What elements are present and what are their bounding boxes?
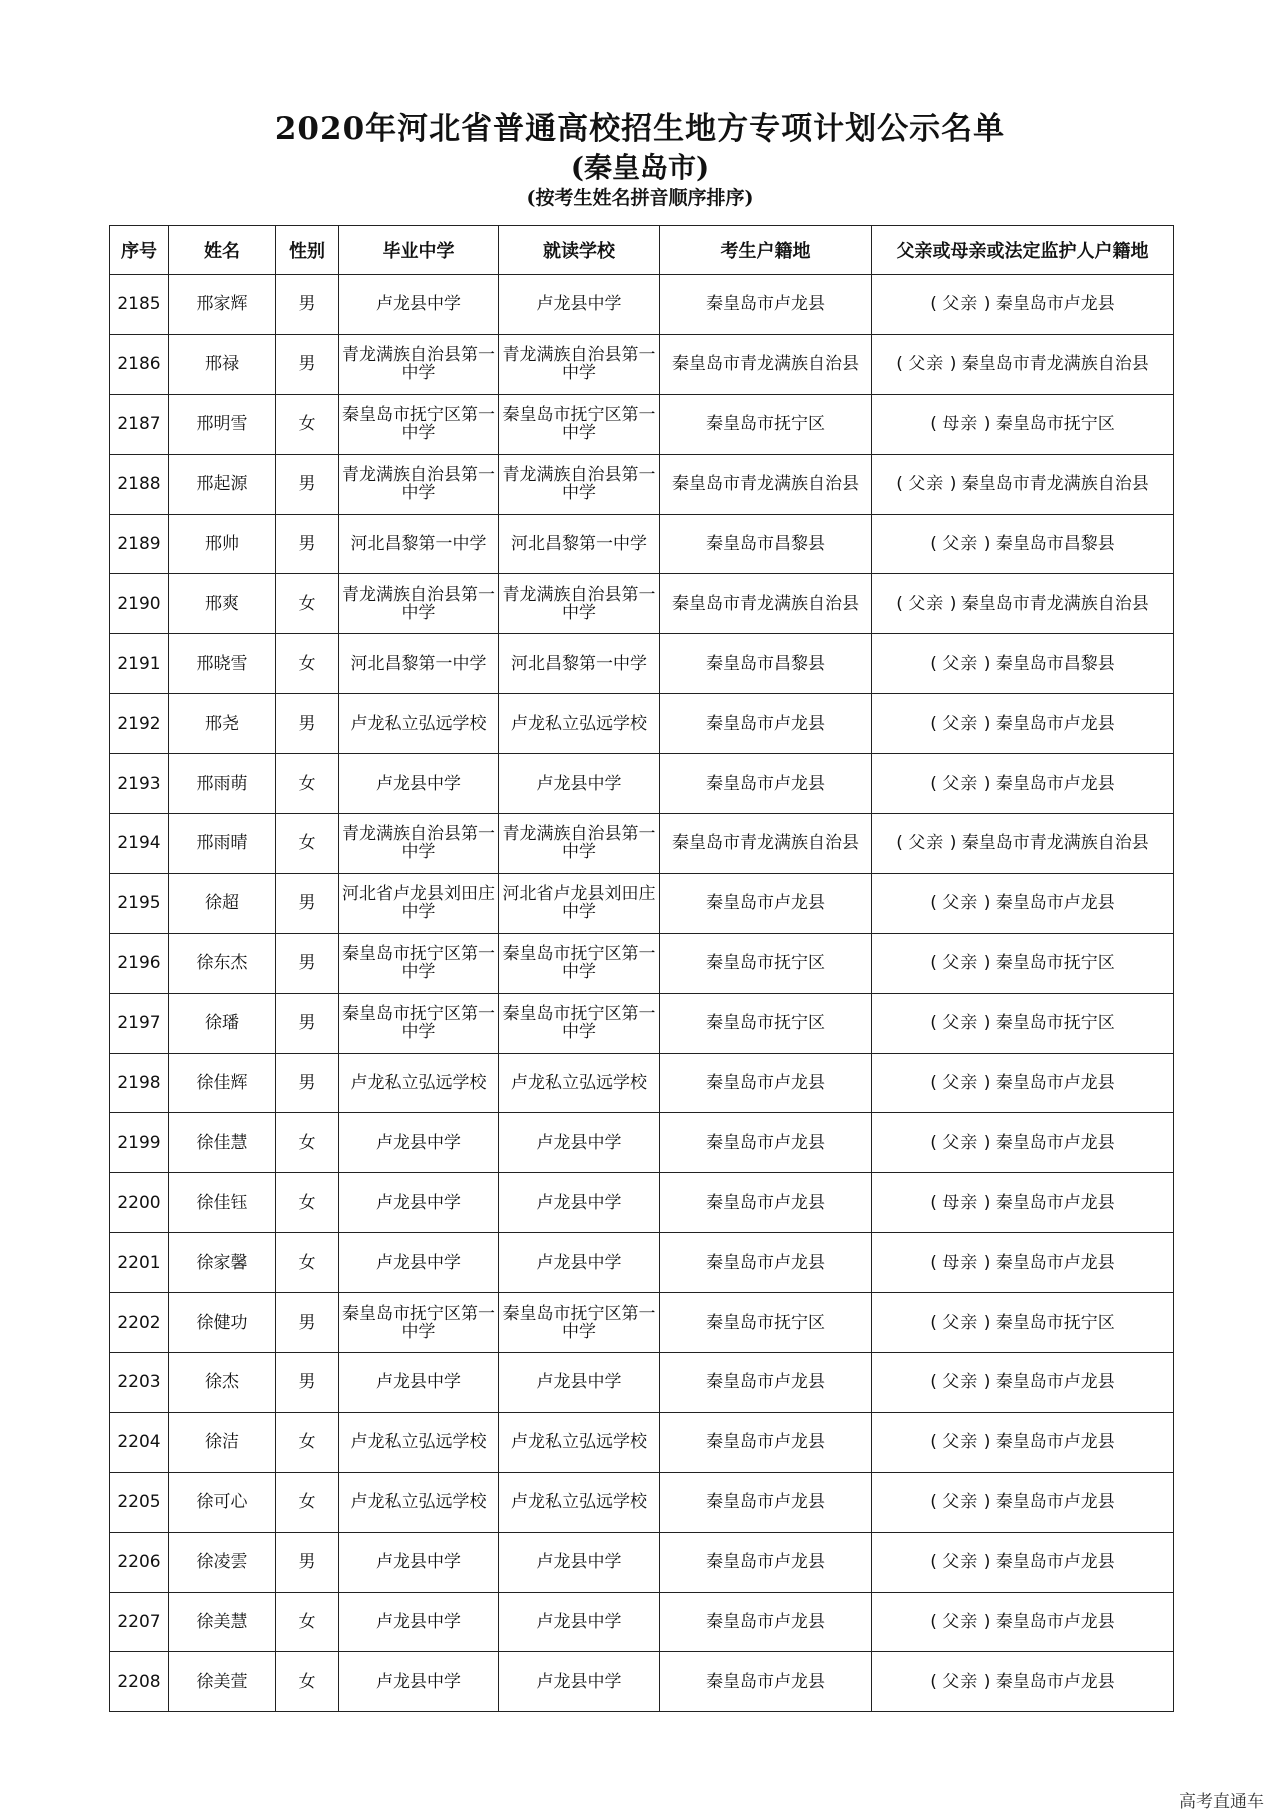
table-row xyxy=(110,1113,1174,1173)
cell-guardian-household: ( 父亲 ) 秦皇岛市卢龙县 xyxy=(872,1472,1174,1532)
cell-household: 秦皇岛市卢龙县 xyxy=(660,1652,872,1712)
col-header-number: 序号 xyxy=(110,226,169,275)
table-row xyxy=(110,634,1174,694)
table-row xyxy=(110,1053,1174,1113)
table-row xyxy=(110,334,1174,394)
cell-gender: 女 xyxy=(276,634,339,694)
cell-guardian-household: ( 父亲 ) 秦皇岛市卢龙县 xyxy=(872,694,1174,754)
cell-guardian-household: ( 父亲 ) 秦皇岛市抚宁区 xyxy=(872,933,1174,993)
guardian-relation: 父亲 xyxy=(942,294,979,315)
cell-number: 2206 xyxy=(110,1532,169,1592)
cell-guardian-household: ( 父亲 ) 秦皇岛市青龙满族自治县 xyxy=(872,574,1174,634)
cell-name: 徐健功 xyxy=(169,1293,276,1353)
cell-number: 2199 xyxy=(110,1113,169,1173)
cell-guardian-household: ( 父亲 ) 秦皇岛市卢龙县 xyxy=(872,754,1174,814)
cell-graduation-school: 卢龙私立弘远学校 xyxy=(339,1053,499,1113)
guardian-relation: 父亲 xyxy=(942,773,979,794)
guardian-household-value: 秦皇岛市卢龙县 xyxy=(995,1612,1115,1633)
cell-guardian-household: ( 父亲 ) 秦皇岛市抚宁区 xyxy=(872,1293,1174,1353)
guardian-household-value: 秦皇岛市卢龙县 xyxy=(995,1372,1115,1393)
cell-number: 2195 xyxy=(110,873,169,933)
cell-current-school: 河北昌黎第一中学 xyxy=(499,634,660,694)
table-body xyxy=(110,275,1174,1712)
guardian-household-value: 秦皇岛市卢龙县 xyxy=(995,1073,1115,1094)
col-header-graduation-school: 毕业中学 xyxy=(339,226,499,275)
cell-number: 2194 xyxy=(110,814,169,874)
cell-household: 秦皇岛市青龙满族自治县 xyxy=(660,334,872,394)
cell-guardian-household: ( 父亲 ) 秦皇岛市卢龙县 xyxy=(872,1353,1174,1413)
col-header-name: 姓名 xyxy=(169,226,276,275)
guardian-relation: 父亲 xyxy=(942,1312,979,1333)
cell-name: 邢晓雪 xyxy=(169,634,276,694)
guardian-relation: 父亲 xyxy=(942,1612,979,1633)
cell-number: 2193 xyxy=(110,754,169,814)
cell-household: 秦皇岛市昌黎县 xyxy=(660,634,872,694)
table-row xyxy=(110,1412,1174,1472)
table-row xyxy=(110,754,1174,814)
cell-current-school: 卢龙县中学 xyxy=(499,1233,660,1293)
cell-guardian-household: ( 父亲 ) 秦皇岛市卢龙县 xyxy=(872,1652,1174,1712)
cell-gender: 女 xyxy=(276,814,339,874)
cell-guardian-household: ( 父亲 ) 秦皇岛市卢龙县 xyxy=(872,275,1174,335)
cell-current-school: 卢龙县中学 xyxy=(499,1652,660,1712)
cell-name: 徐璠 xyxy=(169,993,276,1053)
cell-household: 秦皇岛市卢龙县 xyxy=(660,1353,872,1413)
cell-current-school: 卢龙县中学 xyxy=(499,1353,660,1413)
cell-household: 秦皇岛市抚宁区 xyxy=(660,1293,872,1353)
cell-current-school: 卢龙私立弘远学校 xyxy=(499,1412,660,1472)
cell-household: 秦皇岛市昌黎县 xyxy=(660,514,872,574)
guardian-relation: 父亲 xyxy=(942,1073,979,1094)
cell-gender: 男 xyxy=(276,514,339,574)
cell-gender: 男 xyxy=(276,694,339,754)
cell-graduation-school: 河北昌黎第一中学 xyxy=(339,634,499,694)
cell-guardian-household: ( 父亲 ) 秦皇岛市卢龙县 xyxy=(872,1053,1174,1113)
guardian-relation: 父亲 xyxy=(942,1432,979,1453)
cell-name: 邢爽 xyxy=(169,574,276,634)
cell-guardian-household: ( 父亲 ) 秦皇岛市卢龙县 xyxy=(872,1532,1174,1592)
table-row xyxy=(110,1233,1174,1293)
col-header-guardian-household: 父亲或母亲或法定监护人户籍地 xyxy=(872,226,1174,275)
cell-current-school: 青龙满族自治县第一中学 xyxy=(499,334,660,394)
cell-name: 邢家辉 xyxy=(169,275,276,335)
guardian-relation: 父亲 xyxy=(942,1013,979,1034)
guardian-relation: 父亲 xyxy=(908,593,945,614)
guardian-relation: 父亲 xyxy=(908,354,945,375)
cell-number: 2186 xyxy=(110,334,169,394)
cell-number: 2187 xyxy=(110,394,169,454)
guardian-household-value: 秦皇岛市青龙满族自治县 xyxy=(961,474,1149,495)
cell-number: 2197 xyxy=(110,993,169,1053)
table-row xyxy=(110,394,1174,454)
cell-number: 2208 xyxy=(110,1652,169,1712)
cell-guardian-household: ( 父亲 ) 秦皇岛市卢龙县 xyxy=(872,873,1174,933)
guardian-household-value: 秦皇岛市卢龙县 xyxy=(995,1252,1115,1273)
guardian-household-value: 秦皇岛市卢龙县 xyxy=(995,1132,1115,1153)
cell-graduation-school: 卢龙县中学 xyxy=(339,754,499,814)
cell-gender: 男 xyxy=(276,933,339,993)
guardian-household-value: 秦皇岛市青龙满族自治县 xyxy=(961,833,1149,854)
cell-household: 秦皇岛市卢龙县 xyxy=(660,1412,872,1472)
cell-number: 2207 xyxy=(110,1592,169,1652)
table-row xyxy=(110,1353,1174,1413)
cell-guardian-household: ( 母亲 ) 秦皇岛市卢龙县 xyxy=(872,1233,1174,1293)
col-header-household: 考生户籍地 xyxy=(660,226,872,275)
cell-name: 邢雨晴 xyxy=(169,814,276,874)
col-header-gender: 性别 xyxy=(276,226,339,275)
cell-gender: 女 xyxy=(276,1412,339,1472)
roster-table xyxy=(109,225,1174,1712)
cell-name: 徐佳钰 xyxy=(169,1173,276,1233)
cell-name: 邢帅 xyxy=(169,514,276,574)
cell-current-school: 卢龙县中学 xyxy=(499,1592,660,1652)
table-row xyxy=(110,814,1174,874)
guardian-household-value: 秦皇岛市昌黎县 xyxy=(995,653,1115,674)
guardian-household-value: 秦皇岛市抚宁区 xyxy=(995,1013,1115,1034)
header-row xyxy=(110,226,1174,275)
guardian-household-value: 秦皇岛市卢龙县 xyxy=(995,713,1115,734)
cell-gender: 女 xyxy=(276,394,339,454)
table-row xyxy=(110,1532,1174,1592)
table-row xyxy=(110,275,1174,335)
cell-name: 徐佳辉 xyxy=(169,1053,276,1113)
cell-graduation-school: 河北昌黎第一中学 xyxy=(339,514,499,574)
cell-guardian-household: ( 父亲 ) 秦皇岛市卢龙县 xyxy=(872,1592,1174,1652)
guardian-household-value: 秦皇岛市昌黎县 xyxy=(995,534,1115,554)
cell-name: 徐超 xyxy=(169,873,276,933)
cell-number: 2192 xyxy=(110,694,169,754)
cell-household: 秦皇岛市卢龙县 xyxy=(660,1472,872,1532)
cell-household: 秦皇岛市卢龙县 xyxy=(660,1113,872,1173)
cell-current-school: 秦皇岛市抚宁区第一中学 xyxy=(499,1293,660,1353)
cell-guardian-household: ( 父亲 ) 秦皇岛市卢龙县 xyxy=(872,1412,1174,1472)
cell-number: 2189 xyxy=(110,514,169,574)
cell-household: 秦皇岛市卢龙县 xyxy=(660,275,872,335)
cell-name: 邢起源 xyxy=(169,454,276,514)
cell-number: 2201 xyxy=(110,1233,169,1293)
cell-gender: 男 xyxy=(276,1353,339,1413)
cell-current-school: 秦皇岛市抚宁区第一中学 xyxy=(499,394,660,454)
guardian-relation: 父亲 xyxy=(942,1671,979,1692)
table-row xyxy=(110,1173,1174,1233)
cell-current-school: 卢龙私立弘远学校 xyxy=(499,1053,660,1113)
cell-graduation-school: 青龙满族自治县第一中学 xyxy=(339,454,499,514)
table-row xyxy=(110,574,1174,634)
cell-guardian-household: ( 父亲 ) 秦皇岛市青龙满族自治县 xyxy=(872,334,1174,394)
cell-guardian-household: ( 父亲 ) 秦皇岛市昌黎县 xyxy=(872,634,1174,694)
cell-current-school: 青龙满族自治县第一中学 xyxy=(499,454,660,514)
guardian-household-value: 秦皇岛市抚宁区 xyxy=(995,953,1115,974)
cell-gender: 女 xyxy=(276,1592,339,1652)
cell-number: 2188 xyxy=(110,454,169,514)
table-row xyxy=(110,1652,1174,1712)
cell-gender: 男 xyxy=(276,275,339,335)
guardian-household-value: 秦皇岛市卢龙县 xyxy=(995,773,1115,794)
footer-watermark: 高考直通车 xyxy=(1179,1792,1264,1812)
cell-current-school: 卢龙县中学 xyxy=(499,1532,660,1592)
document-subtitle: (秦皇岛市) xyxy=(570,151,710,184)
cell-current-school: 卢龙县中学 xyxy=(499,754,660,814)
cell-household: 秦皇岛市卢龙县 xyxy=(660,754,872,814)
cell-household: 秦皇岛市抚宁区 xyxy=(660,394,872,454)
cell-graduation-school: 青龙满族自治县第一中学 xyxy=(339,334,499,394)
table-row xyxy=(110,1592,1174,1652)
cell-guardian-household: ( 母亲 ) 秦皇岛市抚宁区 xyxy=(872,394,1174,454)
guardian-household-value: 秦皇岛市卢龙县 xyxy=(995,1432,1115,1453)
cell-gender: 女 xyxy=(276,574,339,634)
cell-household: 秦皇岛市卢龙县 xyxy=(660,1053,872,1113)
table-row xyxy=(110,694,1174,754)
cell-guardian-household: ( 父亲 ) 秦皇岛市抚宁区 xyxy=(872,993,1174,1053)
cell-household: 秦皇岛市卢龙县 xyxy=(660,1592,872,1652)
cell-current-school: 卢龙县中学 xyxy=(499,1173,660,1233)
cell-name: 徐凌雲 xyxy=(169,1532,276,1592)
cell-current-school: 河北省卢龙县刘田庄中学 xyxy=(499,873,660,933)
cell-name: 徐家馨 xyxy=(169,1233,276,1293)
guardian-relation: 父亲 xyxy=(942,653,979,674)
guardian-household-value: 秦皇岛市抚宁区 xyxy=(995,414,1115,435)
guardian-relation: 父亲 xyxy=(942,1552,979,1573)
cell-gender: 男 xyxy=(276,993,339,1053)
cell-current-school: 秦皇岛市抚宁区第一中学 xyxy=(499,993,660,1053)
cell-current-school: 卢龙私立弘远学校 xyxy=(499,694,660,754)
guardian-household-value: 秦皇岛市卢龙县 xyxy=(995,1192,1115,1213)
cell-name: 徐可心 xyxy=(169,1472,276,1532)
cell-guardian-household: ( 母亲 ) 秦皇岛市卢龙县 xyxy=(872,1173,1174,1233)
cell-gender: 女 xyxy=(276,754,339,814)
cell-name: 邢明雪 xyxy=(169,394,276,454)
cell-name: 邢尧 xyxy=(169,694,276,754)
cell-gender: 女 xyxy=(276,1233,339,1293)
cell-household: 秦皇岛市抚宁区 xyxy=(660,993,872,1053)
cell-number: 2196 xyxy=(110,933,169,993)
cell-household: 秦皇岛市青龙满族自治县 xyxy=(660,814,872,874)
cell-current-school: 青龙满族自治县第一中学 xyxy=(499,814,660,874)
cell-name: 徐杰 xyxy=(169,1353,276,1413)
cell-graduation-school: 卢龙县中学 xyxy=(339,1592,499,1652)
cell-guardian-household: ( 父亲 ) 秦皇岛市昌黎县 xyxy=(872,514,1174,574)
cell-household: 秦皇岛市青龙满族自治县 xyxy=(660,454,872,514)
guardian-household-value: 秦皇岛市卢龙县 xyxy=(995,1552,1115,1573)
cell-gender: 男 xyxy=(276,454,339,514)
cell-current-school: 秦皇岛市抚宁区第一中学 xyxy=(499,933,660,993)
cell-number: 2205 xyxy=(110,1472,169,1532)
cell-current-school: 卢龙县中学 xyxy=(499,275,660,335)
guardian-household-value: 秦皇岛市卢龙县 xyxy=(995,1671,1115,1692)
cell-household: 秦皇岛市卢龙县 xyxy=(660,1173,872,1233)
cell-graduation-school: 卢龙私立弘远学校 xyxy=(339,1472,499,1532)
cell-graduation-school: 卢龙县中学 xyxy=(339,1113,499,1173)
cell-graduation-school: 青龙满族自治县第一中学 xyxy=(339,574,499,634)
document-title: 2020年河北省普通高校招生地方专项计划公示名单 xyxy=(274,111,1006,147)
cell-graduation-school: 青龙满族自治县第一中学 xyxy=(339,814,499,874)
guardian-relation: 父亲 xyxy=(942,893,979,914)
cell-gender: 男 xyxy=(276,1532,339,1592)
cell-guardian-household: ( 父亲 ) 秦皇岛市青龙满族自治县 xyxy=(872,814,1174,874)
guardian-household-value: 秦皇岛市青龙满族自治县 xyxy=(961,593,1149,614)
guardian-relation: 父亲 xyxy=(942,534,979,554)
table-row xyxy=(110,933,1174,993)
cell-gender: 男 xyxy=(276,1293,339,1353)
cell-number: 2203 xyxy=(110,1353,169,1413)
cell-number: 2191 xyxy=(110,634,169,694)
cell-guardian-household: ( 父亲 ) 秦皇岛市卢龙县 xyxy=(872,1113,1174,1173)
cell-number: 2198 xyxy=(110,1053,169,1113)
cell-household: 秦皇岛市卢龙县 xyxy=(660,1532,872,1592)
cell-gender: 女 xyxy=(276,1113,339,1173)
cell-gender: 女 xyxy=(276,1652,339,1712)
cell-current-school: 青龙满族自治县第一中学 xyxy=(499,574,660,634)
cell-name: 邢雨萌 xyxy=(169,754,276,814)
guardian-relation: 父亲 xyxy=(942,713,979,734)
table-header xyxy=(110,226,1174,275)
cell-graduation-school: 河北省卢龙县刘田庄中学 xyxy=(339,873,499,933)
cell-household: 秦皇岛市抚宁区 xyxy=(660,933,872,993)
cell-name: 徐东杰 xyxy=(169,933,276,993)
guardian-relation: 父亲 xyxy=(942,1132,979,1153)
cell-graduation-school: 秦皇岛市抚宁区第一中学 xyxy=(339,993,499,1053)
cell-household: 秦皇岛市卢龙县 xyxy=(660,694,872,754)
cell-gender: 女 xyxy=(276,1173,339,1233)
guardian-relation: 母亲 xyxy=(942,414,979,435)
cell-graduation-school: 卢龙县中学 xyxy=(339,1173,499,1233)
cell-household: 秦皇岛市青龙满族自治县 xyxy=(660,574,872,634)
cell-household: 秦皇岛市卢龙县 xyxy=(660,873,872,933)
table-row xyxy=(110,993,1174,1053)
guardian-household-value: 秦皇岛市卢龙县 xyxy=(995,893,1115,914)
cell-name: 徐美慧 xyxy=(169,1592,276,1652)
guardian-household-value: 秦皇岛市卢龙县 xyxy=(995,1492,1115,1513)
cell-number: 2185 xyxy=(110,275,169,335)
cell-current-school: 河北昌黎第一中学 xyxy=(499,514,660,574)
cell-name: 徐佳慧 xyxy=(169,1113,276,1173)
cell-number: 2190 xyxy=(110,574,169,634)
cell-current-school: 卢龙私立弘远学校 xyxy=(499,1472,660,1532)
cell-name: 邢禄 xyxy=(169,334,276,394)
guardian-relation: 父亲 xyxy=(908,833,945,854)
cell-current-school: 卢龙县中学 xyxy=(499,1113,660,1173)
guardian-household-value: 秦皇岛市抚宁区 xyxy=(995,1312,1115,1333)
cell-number: 2204 xyxy=(110,1412,169,1472)
cell-guardian-household: ( 父亲 ) 秦皇岛市青龙满族自治县 xyxy=(872,454,1174,514)
cell-graduation-school: 秦皇岛市抚宁区第一中学 xyxy=(339,394,499,454)
cell-graduation-school: 秦皇岛市抚宁区第一中学 xyxy=(339,933,499,993)
cell-graduation-school: 卢龙县中学 xyxy=(339,1532,499,1592)
col-header-current-school: 就读学校 xyxy=(499,226,660,275)
cell-graduation-school: 卢龙县中学 xyxy=(339,1233,499,1293)
table-row xyxy=(110,514,1174,574)
cell-graduation-school: 卢龙私立弘远学校 xyxy=(339,694,499,754)
cell-graduation-school: 秦皇岛市抚宁区第一中学 xyxy=(339,1293,499,1353)
cell-number: 2200 xyxy=(110,1173,169,1233)
table-row xyxy=(110,873,1174,933)
guardian-relation: 父亲 xyxy=(942,1492,979,1513)
cell-gender: 男 xyxy=(276,1053,339,1113)
sort-note: (按考生姓名拼音顺序排序) xyxy=(526,187,754,209)
cell-graduation-school: 卢龙县中学 xyxy=(339,1652,499,1712)
guardian-relation: 父亲 xyxy=(908,474,945,495)
guardian-relation: 父亲 xyxy=(942,1372,979,1393)
cell-graduation-school: 卢龙县中学 xyxy=(339,1353,499,1413)
cell-gender: 男 xyxy=(276,334,339,394)
guardian-relation: 父亲 xyxy=(942,953,979,974)
cell-gender: 女 xyxy=(276,1472,339,1532)
cell-gender: 男 xyxy=(276,873,339,933)
cell-number: 2202 xyxy=(110,1293,169,1353)
guardian-household-value: 秦皇岛市卢龙县 xyxy=(995,294,1115,315)
cell-household: 秦皇岛市卢龙县 xyxy=(660,1233,872,1293)
cell-name: 徐洁 xyxy=(169,1412,276,1472)
cell-graduation-school: 卢龙私立弘远学校 xyxy=(339,1412,499,1472)
cell-graduation-school: 卢龙县中学 xyxy=(339,275,499,335)
guardian-relation: 母亲 xyxy=(942,1252,979,1273)
table-row xyxy=(110,1293,1174,1353)
table-row xyxy=(110,1472,1174,1532)
cell-name: 徐美萱 xyxy=(169,1652,276,1712)
guardian-household-value: 秦皇岛市青龙满族自治县 xyxy=(961,354,1149,375)
table-row xyxy=(110,454,1174,514)
guardian-relation: 母亲 xyxy=(942,1192,979,1213)
